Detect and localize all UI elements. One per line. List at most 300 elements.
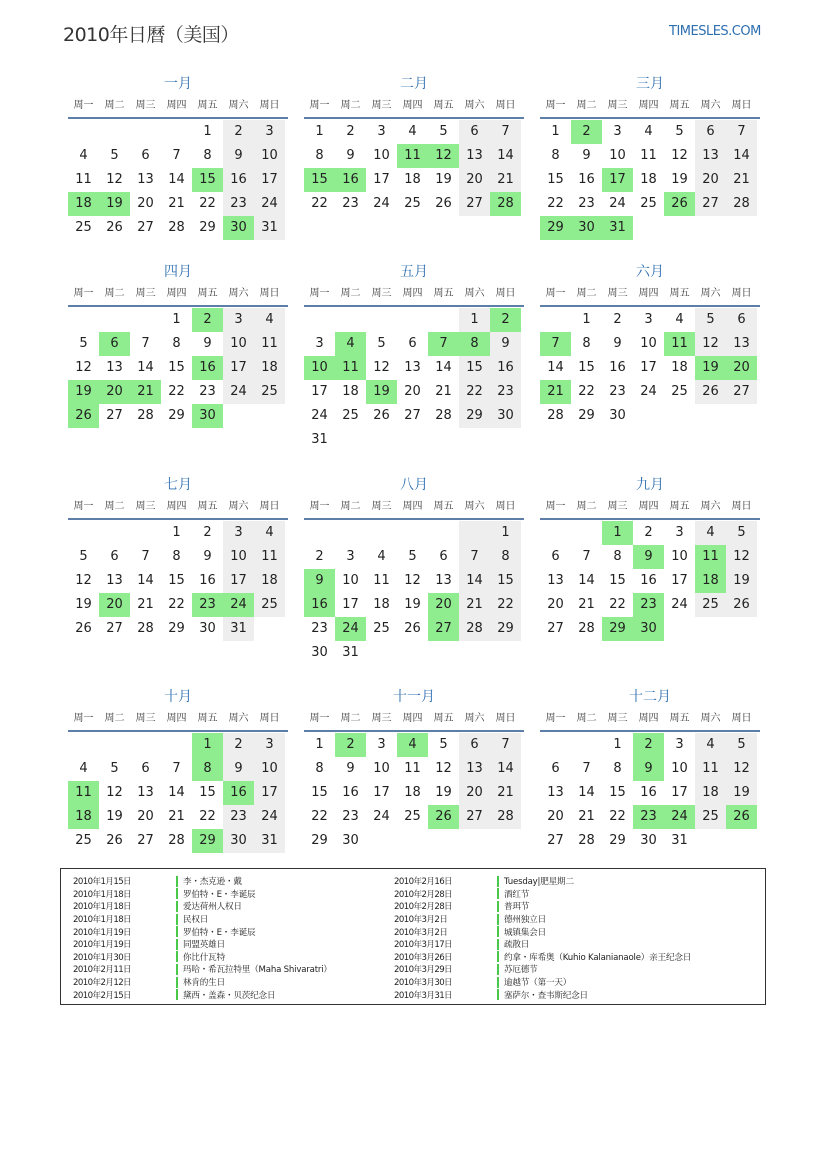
day-cell[interactable]: 30 xyxy=(640,833,657,848)
holiday-day-cell[interactable]: 21 xyxy=(130,380,161,404)
day-cell[interactable]: 24 xyxy=(373,196,390,211)
day-cell[interactable]: 11 xyxy=(695,757,726,781)
day-cell[interactable]: 5 xyxy=(439,737,448,752)
holiday-day-cell[interactable]: 26 xyxy=(664,192,695,216)
day-cell[interactable]: 17 xyxy=(373,172,390,187)
day-cell[interactable]: 1 xyxy=(172,312,181,327)
day-cell[interactable]: 26 xyxy=(726,593,757,617)
day-cell[interactable]: 26 xyxy=(695,380,726,404)
day-cell[interactable]: 4 xyxy=(377,549,386,564)
day-cell[interactable]: 1 xyxy=(315,124,324,139)
day-cell[interactable]: 25 xyxy=(671,384,688,399)
day-cell[interactable]: 9 xyxy=(203,549,212,564)
day-cell[interactable]: 13 xyxy=(547,573,564,588)
day-cell[interactable]: 24 xyxy=(254,805,285,829)
day-cell[interactable]: 1 xyxy=(459,308,490,332)
day-cell[interactable]: 28 xyxy=(726,192,757,216)
day-cell[interactable]: 15 xyxy=(578,360,595,375)
day-cell[interactable]: 27 xyxy=(106,621,123,636)
day-cell[interactable]: 25 xyxy=(695,805,726,829)
day-cell[interactable]: 16 xyxy=(199,573,216,588)
day-cell[interactable]: 29 xyxy=(199,220,216,235)
day-cell[interactable]: 18 xyxy=(254,356,285,380)
day-cell[interactable]: 15 xyxy=(459,356,490,380)
day-cell[interactable]: 8 xyxy=(613,761,622,776)
holiday-day-cell[interactable]: 16 xyxy=(304,593,335,617)
day-cell[interactable]: 24 xyxy=(373,809,390,824)
day-cell[interactable]: 25 xyxy=(373,621,390,636)
day-cell[interactable]: 22 xyxy=(609,597,626,612)
day-cell[interactable]: 24 xyxy=(311,408,328,423)
day-cell[interactable]: 31 xyxy=(223,617,254,641)
day-cell[interactable]: 9 xyxy=(203,336,212,351)
day-cell[interactable]: 17 xyxy=(254,781,285,805)
day-cell[interactable]: 24 xyxy=(640,384,657,399)
day-cell[interactable]: 1 xyxy=(490,521,521,545)
holiday-day-cell[interactable]: 11 xyxy=(68,781,99,805)
day-cell[interactable]: 3 xyxy=(223,308,254,332)
holiday-day-cell[interactable]: 19 xyxy=(68,380,99,404)
day-cell[interactable]: 20 xyxy=(137,809,154,824)
day-cell[interactable]: 4 xyxy=(675,312,684,327)
day-cell[interactable]: 23 xyxy=(223,192,254,216)
day-cell[interactable]: 5 xyxy=(675,124,684,139)
holiday-day-cell[interactable]: 8 xyxy=(459,332,490,356)
day-cell[interactable]: 13 xyxy=(137,785,154,800)
day-cell[interactable]: 27 xyxy=(459,192,490,216)
day-cell[interactable]: 3 xyxy=(377,737,386,752)
day-cell[interactable]: 6 xyxy=(551,549,560,564)
holiday-day-cell[interactable]: 11 xyxy=(695,545,726,569)
day-cell[interactable]: 18 xyxy=(254,569,285,593)
day-cell[interactable]: 21 xyxy=(459,593,490,617)
day-cell[interactable]: 25 xyxy=(75,220,92,235)
day-cell[interactable]: 15 xyxy=(490,569,521,593)
day-cell[interactable]: 28 xyxy=(137,408,154,423)
holiday-day-cell[interactable]: 24 xyxy=(664,805,695,829)
day-cell[interactable]: 19 xyxy=(435,785,452,800)
holiday-day-cell[interactable]: 24 xyxy=(223,593,254,617)
day-cell[interactable]: 7 xyxy=(582,761,591,776)
holiday-day-cell[interactable]: 17 xyxy=(602,168,633,192)
day-cell[interactable]: 26 xyxy=(75,621,92,636)
day-cell[interactable]: 4 xyxy=(695,733,726,757)
day-cell[interactable]: 3 xyxy=(675,737,684,752)
day-cell[interactable]: 1 xyxy=(203,124,212,139)
day-cell[interactable]: 18 xyxy=(695,781,726,805)
day-cell[interactable]: 12 xyxy=(373,360,390,375)
day-cell[interactable]: 13 xyxy=(137,172,154,187)
day-cell[interactable]: 6 xyxy=(110,549,119,564)
day-cell[interactable]: 9 xyxy=(346,148,355,163)
holiday-day-cell[interactable]: 20 xyxy=(726,356,757,380)
day-cell[interactable]: 23 xyxy=(223,805,254,829)
day-cell[interactable]: 21 xyxy=(726,168,757,192)
day-cell[interactable]: 8 xyxy=(490,545,521,569)
day-cell[interactable]: 29 xyxy=(168,408,185,423)
day-cell[interactable]: 27 xyxy=(459,805,490,829)
holiday-day-cell[interactable]: 15 xyxy=(192,168,223,192)
holiday-day-cell[interactable]: 21 xyxy=(540,380,571,404)
day-cell[interactable]: 10 xyxy=(373,761,390,776)
day-cell[interactable]: 24 xyxy=(609,196,626,211)
day-cell[interactable]: 25 xyxy=(75,833,92,848)
day-cell[interactable]: 5 xyxy=(79,336,88,351)
day-cell[interactable]: 9 xyxy=(582,148,591,163)
holiday-day-cell[interactable]: 15 xyxy=(304,168,335,192)
day-cell[interactable]: 14 xyxy=(168,172,185,187)
day-cell[interactable]: 2 xyxy=(203,525,212,540)
day-cell[interactable]: 10 xyxy=(223,332,254,356)
day-cell[interactable]: 28 xyxy=(578,621,595,636)
holiday-day-cell[interactable]: 2 xyxy=(490,308,521,332)
day-cell[interactable]: 15 xyxy=(168,573,185,588)
day-cell[interactable]: 28 xyxy=(459,617,490,641)
day-cell[interactable]: 2 xyxy=(644,525,653,540)
day-cell[interactable]: 9 xyxy=(613,336,622,351)
day-cell[interactable]: 20 xyxy=(547,597,564,612)
day-cell[interactable]: 15 xyxy=(199,785,216,800)
day-cell[interactable]: 2 xyxy=(613,312,622,327)
day-cell[interactable]: 2 xyxy=(223,120,254,144)
day-cell[interactable]: 12 xyxy=(404,573,421,588)
day-cell[interactable]: 16 xyxy=(640,573,657,588)
day-cell[interactable]: 27 xyxy=(404,408,421,423)
holiday-day-cell[interactable]: 8 xyxy=(192,757,223,781)
day-cell[interactable]: 6 xyxy=(459,120,490,144)
day-cell[interactable]: 5 xyxy=(110,148,119,163)
day-cell[interactable]: 15 xyxy=(168,360,185,375)
holiday-day-cell[interactable]: 29 xyxy=(192,829,223,853)
day-cell[interactable]: 28 xyxy=(490,805,521,829)
day-cell[interactable]: 8 xyxy=(172,549,181,564)
day-cell[interactable]: 4 xyxy=(254,521,285,545)
day-cell[interactable]: 22 xyxy=(459,380,490,404)
day-cell[interactable]: 19 xyxy=(671,172,688,187)
holiday-day-cell[interactable]: 30 xyxy=(571,216,602,240)
day-cell[interactable]: 10 xyxy=(609,148,626,163)
day-cell[interactable]: 1 xyxy=(551,124,560,139)
day-cell[interactable]: 12 xyxy=(75,573,92,588)
day-cell[interactable]: 31 xyxy=(342,645,359,660)
holiday-day-cell[interactable]: 30 xyxy=(192,404,223,428)
day-cell[interactable]: 3 xyxy=(223,521,254,545)
holiday-day-cell[interactable]: 29 xyxy=(602,617,633,641)
day-cell[interactable]: 23 xyxy=(609,384,626,399)
day-cell[interactable]: 18 xyxy=(640,172,657,187)
holiday-day-cell[interactable]: 20 xyxy=(428,593,459,617)
day-cell[interactable]: 16 xyxy=(342,785,359,800)
day-cell[interactable]: 3 xyxy=(315,336,324,351)
holiday-day-cell[interactable]: 4 xyxy=(397,733,428,757)
day-cell[interactable]: 17 xyxy=(223,356,254,380)
day-cell[interactable]: 28 xyxy=(435,408,452,423)
day-cell[interactable]: 29 xyxy=(168,621,185,636)
day-cell[interactable]: 11 xyxy=(254,332,285,356)
holiday-day-cell[interactable]: 2 xyxy=(571,120,602,144)
day-cell[interactable]: 5 xyxy=(377,336,386,351)
day-cell[interactable]: 14 xyxy=(168,785,185,800)
day-cell[interactable]: 19 xyxy=(726,781,757,805)
day-cell[interactable]: 4 xyxy=(644,124,653,139)
holiday-day-cell[interactable]: 12 xyxy=(428,144,459,168)
day-cell[interactable]: 22 xyxy=(168,597,185,612)
day-cell[interactable]: 28 xyxy=(137,621,154,636)
day-cell[interactable]: 1 xyxy=(613,737,622,752)
day-cell[interactable]: 6 xyxy=(141,148,150,163)
day-cell[interactable]: 20 xyxy=(459,781,490,805)
day-cell[interactable]: 13 xyxy=(435,573,452,588)
day-cell[interactable]: 8 xyxy=(315,761,324,776)
day-cell[interactable]: 12 xyxy=(726,545,757,569)
day-cell[interactable]: 10 xyxy=(373,148,390,163)
day-cell[interactable]: 1 xyxy=(582,312,591,327)
day-cell[interactable]: 4 xyxy=(408,124,417,139)
day-cell[interactable]: 27 xyxy=(137,833,154,848)
day-cell[interactable]: 23 xyxy=(311,621,328,636)
day-cell[interactable]: 11 xyxy=(254,545,285,569)
day-cell[interactable]: 23 xyxy=(342,809,359,824)
holiday-day-cell[interactable]: 26 xyxy=(428,805,459,829)
day-cell[interactable]: 16 xyxy=(490,356,521,380)
day-cell[interactable]: 5 xyxy=(110,761,119,776)
day-cell[interactable]: 6 xyxy=(695,120,726,144)
holiday-day-cell[interactable]: 9 xyxy=(633,545,664,569)
day-cell[interactable]: 20 xyxy=(695,168,726,192)
holiday-day-cell[interactable]: 16 xyxy=(192,356,223,380)
holiday-day-cell[interactable]: 18 xyxy=(68,805,99,829)
day-cell[interactable]: 27 xyxy=(547,833,564,848)
day-cell[interactable]: 27 xyxy=(547,621,564,636)
day-cell[interactable]: 23 xyxy=(342,196,359,211)
day-cell[interactable]: 7 xyxy=(490,733,521,757)
day-cell[interactable]: 12 xyxy=(726,757,757,781)
day-cell[interactable]: 28 xyxy=(168,833,185,848)
day-cell[interactable]: 10 xyxy=(254,757,285,781)
day-cell[interactable]: 7 xyxy=(582,549,591,564)
day-cell[interactable]: 3 xyxy=(346,549,355,564)
day-cell[interactable]: 29 xyxy=(578,408,595,423)
day-cell[interactable]: 16 xyxy=(578,172,595,187)
day-cell[interactable]: 11 xyxy=(75,172,92,187)
day-cell[interactable]: 7 xyxy=(172,761,181,776)
day-cell[interactable]: 16 xyxy=(640,785,657,800)
day-cell[interactable]: 31 xyxy=(311,432,328,447)
day-cell[interactable]: 8 xyxy=(613,549,622,564)
holiday-day-cell[interactable]: 31 xyxy=(602,216,633,240)
day-cell[interactable]: 5 xyxy=(79,549,88,564)
holiday-day-cell[interactable]: 23 xyxy=(633,593,664,617)
day-cell[interactable]: 24 xyxy=(223,380,254,404)
holiday-day-cell[interactable]: 28 xyxy=(490,192,521,216)
day-cell[interactable]: 3 xyxy=(613,124,622,139)
site-brand-link[interactable]: TIMESLES.COM xyxy=(669,24,761,39)
holiday-day-cell[interactable]: 1 xyxy=(602,521,633,545)
day-cell[interactable]: 21 xyxy=(578,809,595,824)
day-cell[interactable]: 14 xyxy=(490,757,521,781)
day-cell[interactable]: 3 xyxy=(675,525,684,540)
day-cell[interactable]: 23 xyxy=(490,380,521,404)
day-cell[interactable]: 22 xyxy=(311,809,328,824)
day-cell[interactable]: 28 xyxy=(547,408,564,423)
day-cell[interactable]: 14 xyxy=(578,573,595,588)
day-cell[interactable]: 27 xyxy=(695,192,726,216)
day-cell[interactable]: 17 xyxy=(373,785,390,800)
holiday-day-cell[interactable]: 18 xyxy=(68,192,99,216)
day-cell[interactable]: 6 xyxy=(551,761,560,776)
day-cell[interactable]: 22 xyxy=(311,196,328,211)
holiday-day-cell[interactable]: 2 xyxy=(192,308,223,332)
day-cell[interactable]: 22 xyxy=(547,196,564,211)
day-cell[interactable]: 19 xyxy=(106,809,123,824)
day-cell[interactable]: 13 xyxy=(695,144,726,168)
day-cell[interactable]: 21 xyxy=(578,597,595,612)
day-cell[interactable]: 28 xyxy=(168,220,185,235)
holiday-day-cell[interactable]: 26 xyxy=(68,404,99,428)
day-cell[interactable]: 18 xyxy=(404,785,421,800)
day-cell[interactable]: 6 xyxy=(408,336,417,351)
day-cell[interactable]: 14 xyxy=(137,573,154,588)
holiday-day-cell[interactable]: 24 xyxy=(335,617,366,641)
day-cell[interactable]: 12 xyxy=(695,332,726,356)
day-cell[interactable]: 6 xyxy=(439,549,448,564)
day-cell[interactable]: 17 xyxy=(311,384,328,399)
holiday-day-cell[interactable]: 11 xyxy=(335,356,366,380)
day-cell[interactable]: 17 xyxy=(342,597,359,612)
day-cell[interactable]: 25 xyxy=(404,196,421,211)
holiday-day-cell[interactable]: 23 xyxy=(192,593,223,617)
day-cell[interactable]: 22 xyxy=(490,593,521,617)
day-cell[interactable]: 5 xyxy=(439,124,448,139)
day-cell[interactable]: 10 xyxy=(640,336,657,351)
day-cell[interactable]: 30 xyxy=(311,645,328,660)
day-cell[interactable]: 25 xyxy=(254,380,285,404)
day-cell[interactable]: 31 xyxy=(671,833,688,848)
day-cell[interactable]: 17 xyxy=(671,785,688,800)
holiday-day-cell[interactable]: 27 xyxy=(428,617,459,641)
holiday-day-cell[interactable]: 9 xyxy=(304,569,335,593)
day-cell[interactable]: 14 xyxy=(435,360,452,375)
day-cell[interactable]: 21 xyxy=(168,809,185,824)
holiday-day-cell[interactable]: 19 xyxy=(99,192,130,216)
day-cell[interactable]: 21 xyxy=(435,384,452,399)
day-cell[interactable]: 27 xyxy=(726,380,757,404)
day-cell[interactable]: 19 xyxy=(726,569,757,593)
day-cell[interactable]: 7 xyxy=(459,545,490,569)
day-cell[interactable]: 10 xyxy=(671,549,688,564)
day-cell[interactable]: 22 xyxy=(578,384,595,399)
day-cell[interactable]: 6 xyxy=(459,733,490,757)
day-cell[interactable]: 31 xyxy=(254,216,285,240)
day-cell[interactable]: 22 xyxy=(609,809,626,824)
day-cell[interactable]: 24 xyxy=(254,192,285,216)
holiday-day-cell[interactable]: 7 xyxy=(540,332,571,356)
day-cell[interactable]: 26 xyxy=(404,621,421,636)
day-cell[interactable]: 21 xyxy=(168,196,185,211)
day-cell[interactable]: 4 xyxy=(695,521,726,545)
day-cell[interactable]: 18 xyxy=(342,384,359,399)
day-cell[interactable]: 15 xyxy=(609,785,626,800)
day-cell[interactable]: 18 xyxy=(404,172,421,187)
day-cell[interactable]: 13 xyxy=(106,573,123,588)
day-cell[interactable]: 12 xyxy=(106,785,123,800)
day-cell[interactable]: 15 xyxy=(311,785,328,800)
day-cell[interactable]: 8 xyxy=(203,148,212,163)
day-cell[interactable]: 13 xyxy=(459,144,490,168)
day-cell[interactable]: 2 xyxy=(315,549,324,564)
day-cell[interactable]: 2 xyxy=(223,733,254,757)
day-cell[interactable]: 25 xyxy=(342,408,359,423)
day-cell[interactable]: 13 xyxy=(547,785,564,800)
day-cell[interactable]: 15 xyxy=(609,573,626,588)
day-cell[interactable]: 18 xyxy=(373,597,390,612)
day-cell[interactable]: 12 xyxy=(671,148,688,163)
holiday-day-cell[interactable]: 30 xyxy=(223,216,254,240)
holiday-day-cell[interactable]: 2 xyxy=(335,733,366,757)
day-cell[interactable]: 9 xyxy=(490,332,521,356)
day-cell[interactable]: 25 xyxy=(640,196,657,211)
day-cell[interactable]: 8 xyxy=(315,148,324,163)
day-cell[interactable]: 18 xyxy=(671,360,688,375)
day-cell[interactable]: 14 xyxy=(547,360,564,375)
day-cell[interactable]: 13 xyxy=(404,360,421,375)
day-cell[interactable]: 16 xyxy=(609,360,626,375)
day-cell[interactable]: 11 xyxy=(404,761,421,776)
day-cell[interactable]: 14 xyxy=(726,144,757,168)
day-cell[interactable]: 11 xyxy=(373,573,390,588)
day-cell[interactable]: 20 xyxy=(459,168,490,192)
day-cell[interactable]: 6 xyxy=(141,761,150,776)
day-cell[interactable]: 13 xyxy=(459,757,490,781)
holiday-day-cell[interactable]: 19 xyxy=(366,380,397,404)
day-cell[interactable]: 13 xyxy=(106,360,123,375)
day-cell[interactable]: 12 xyxy=(75,360,92,375)
day-cell[interactable]: 22 xyxy=(168,384,185,399)
holiday-day-cell[interactable]: 16 xyxy=(335,168,366,192)
holiday-day-cell[interactable]: 20 xyxy=(99,593,130,617)
day-cell[interactable]: 29 xyxy=(609,833,626,848)
holiday-day-cell[interactable]: 4 xyxy=(335,332,366,356)
day-cell[interactable]: 1 xyxy=(315,737,324,752)
day-cell[interactable]: 17 xyxy=(254,168,285,192)
day-cell[interactable]: 5 xyxy=(408,549,417,564)
holiday-day-cell[interactable]: 26 xyxy=(726,805,757,829)
day-cell[interactable]: 10 xyxy=(254,144,285,168)
day-cell[interactable]: 10 xyxy=(342,573,359,588)
day-cell[interactable]: 16 xyxy=(223,168,254,192)
holiday-day-cell[interactable]: 1 xyxy=(192,733,223,757)
day-cell[interactable]: 15 xyxy=(547,172,564,187)
day-cell[interactable]: 1 xyxy=(172,525,181,540)
day-cell[interactable]: 2 xyxy=(346,124,355,139)
day-cell[interactable]: 12 xyxy=(435,761,452,776)
day-cell[interactable]: 29 xyxy=(311,833,328,848)
day-cell[interactable]: 14 xyxy=(490,144,521,168)
day-cell[interactable]: 19 xyxy=(404,597,421,612)
day-cell[interactable]: 30 xyxy=(199,621,216,636)
day-cell[interactable]: 23 xyxy=(578,196,595,211)
day-cell[interactable]: 25 xyxy=(695,593,726,617)
day-cell[interactable]: 20 xyxy=(137,196,154,211)
day-cell[interactable]: 10 xyxy=(223,545,254,569)
day-cell[interactable]: 6 xyxy=(726,308,757,332)
day-cell[interactable]: 23 xyxy=(199,384,216,399)
day-cell[interactable]: 27 xyxy=(106,408,123,423)
holiday-day-cell[interactable]: 20 xyxy=(99,380,130,404)
day-cell[interactable]: 4 xyxy=(79,148,88,163)
day-cell[interactable]: 26 xyxy=(435,196,452,211)
day-cell[interactable]: 7 xyxy=(490,120,521,144)
